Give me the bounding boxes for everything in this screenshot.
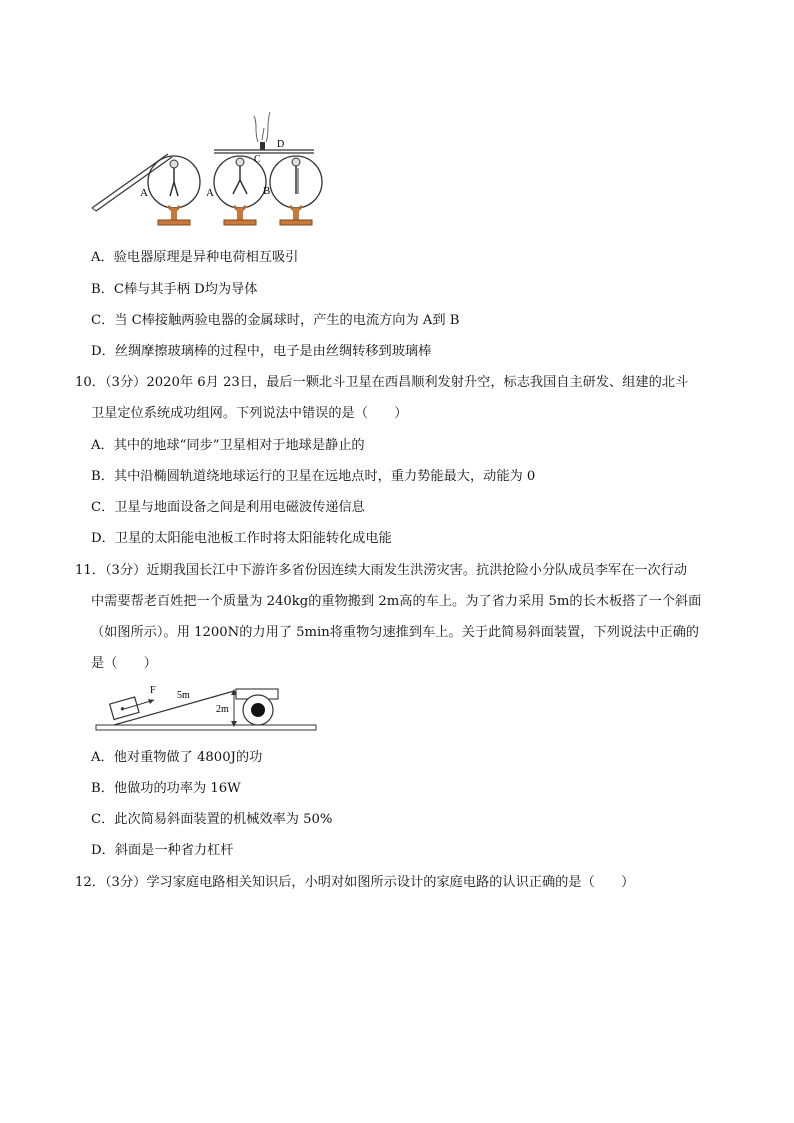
q11-option-d: D．斜面是一种省力杠杆 [91,843,234,858]
label-a2: A [206,187,214,199]
label-2m: 2m [216,704,229,715]
glass-rod [92,154,172,211]
label-f: F [150,685,156,696]
q11-option-a: A．他对重物做了 4800J的功 [91,750,263,765]
ground [96,725,316,730]
q12-stem-line1: 12．（3分）学习家庭电路相关知识后，小明对如图所示设计的家庭电路的认识正确的是（ ） [75,875,635,890]
q11-stem-line2: 中需要帮老百姓把一个质量为 240kg的重物搬到 2m高的车上。为了省力采用 5m的长木板搭了一个斜面 [91,594,702,609]
label-a1: A [140,187,148,199]
q9-option-b: B．C棒与其手柄 D均为导体 [91,282,258,297]
q10-option-a: A．其中的地球“同步”卫星相对于地球是静止的 [91,438,365,453]
rod-c-with-handle-d [214,112,314,165]
incline-figure [94,684,319,734]
label-5m: 5m [177,690,190,701]
q9-option-d: D．丝绸摩擦玻璃棒的过程中，电子是由丝绸转移到玻璃棒 [91,344,432,359]
electroscope-figure [88,102,323,232]
q10-option-c: C．卫星与地面设备之间是利用电磁波传递信息 [91,500,365,515]
electroscope-b [263,156,322,225]
q10-option-b: B．其中沿椭圆轨道绕地球运行的卫星在远地点时，重力势能最大，动能为 0 [91,469,536,484]
q11-stem-line1: 11．（3分）近期我国长江中下游许多省份因连续大雨发生洪涝灾害。抗洪抢险小分队成员李军在一次行动 [75,563,688,578]
label-d: D [277,139,285,150]
q9-option-c: C．当 C棒接触两验电器的金属球时，产生的电流方向为 A到 B [91,313,460,328]
q11-stem-line4: 是（ ） [91,656,157,671]
electroscope-a-right [206,156,266,225]
q11-option-b: B．他做功的功率为 16W [91,781,241,796]
label-b: B [263,185,271,197]
q10-option-d: D．卫星的太阳能电池板工作时将太阳能转化成电能 [91,531,392,546]
electroscope-a-left [140,156,200,225]
cargo-box [110,697,139,720]
q11-option-c: C．此次简易斜面装置的机械效率为 50% [91,812,333,827]
q10-stem-line1: 10．（3分）2020年 6月 23日，最后一颗北斗卫星在西昌顺利发射升空，标志我国自主研发、组建的北斗 [75,375,689,390]
q10-stem-line2: 卫星定位系统成功组网。下列说法中错误的是（ ） [91,406,408,421]
q9-option-a: A．验电器原理是异种电荷相互吸引 [91,250,299,265]
label-c: C [254,154,261,165]
q11-stem-line3: （如图所示）。用 1200N的力用了 5min将重物匀速推到车上。关于此简易斜面装置，下列说法中正确的 [91,625,699,640]
truck [236,689,278,725]
